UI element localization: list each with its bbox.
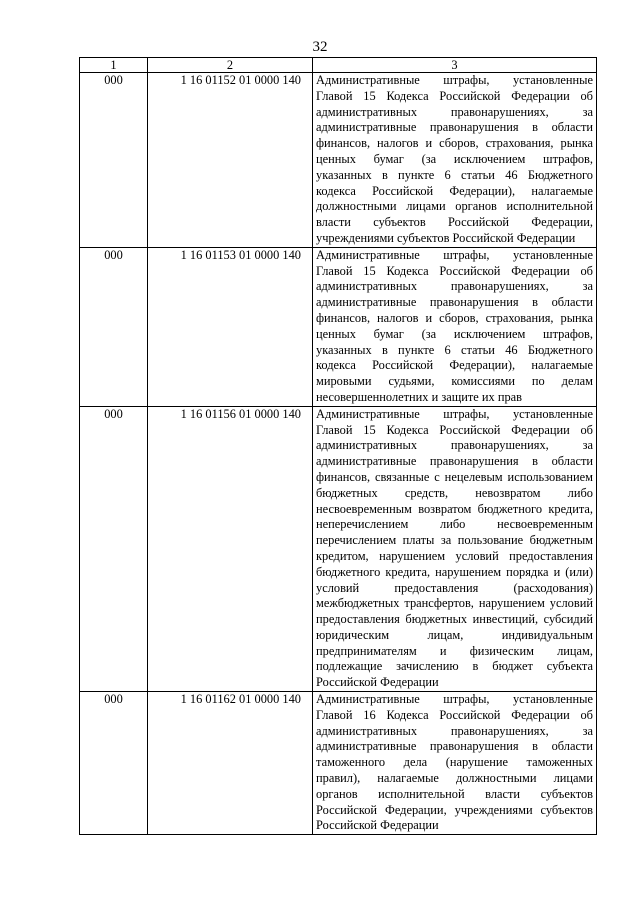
admin-code-cell: 000 <box>80 692 148 835</box>
description-line: Российской Федерации <box>316 818 439 833</box>
description-line: Административные штрафы, установленные <box>316 406 593 421</box>
table-row <box>80 692 597 835</box>
description-line: финансов, налогов и сборов, страхования, рынка <box>316 310 593 325</box>
description-line: Административные штрафы, установленные <box>316 73 593 87</box>
description-line: административные правонарушения в области <box>316 739 593 754</box>
description-line: органов исполнительной власти субъектов <box>316 786 593 801</box>
description-line: должностными лицами органов исполнительной <box>316 199 593 214</box>
description-line: мировыми судьями, комиссиями по делам <box>316 374 593 389</box>
description-line: ценных бумаг (за исключением штрафов, <box>316 326 593 341</box>
revenue-description-cell <box>313 692 597 835</box>
budget-classification-code-cell: 1 16 01152 01 0000 140 <box>148 73 313 248</box>
description-line: подлежащие зачислению в бюджет субъекта <box>316 659 593 674</box>
description-line: кодекса Российской Федерации), налагаемые <box>316 183 593 198</box>
budget-codes-table <box>79 57 597 835</box>
description-line: ценных бумаг (за исключением штрафов, <box>316 151 593 166</box>
description-line: неперечислением либо несвоевременным <box>316 517 593 532</box>
description-line: несвоевременным возвратом бюджетного кредита, <box>316 501 593 516</box>
description-line: Российской Федерации <box>316 675 439 690</box>
table-row <box>80 247 597 406</box>
description-line: юридическим лицам, индивидуальным <box>316 627 593 642</box>
column-header-2: 2 <box>148 58 313 73</box>
description-line: межбюджетных трансфертов, нарушением условий <box>316 596 593 611</box>
description-line: кредитом, нарушением условий предоставления <box>316 548 593 563</box>
table-header-row <box>80 58 597 73</box>
description-line: учреждениями субъектов Российской Федерации <box>316 230 576 245</box>
budget-classification-code-cell: 1 16 01153 01 0000 140 <box>148 247 313 406</box>
description-line: несовершеннолетних и защите их прав <box>316 389 523 404</box>
admin-code-cell: 000 <box>80 73 148 248</box>
description-line: административных правонарушениях, за <box>316 279 593 294</box>
description-line: правил), налагаемые должностными лицами <box>316 771 593 786</box>
description-line: бюджетного кредита, нарушением порядка и (или) <box>316 564 593 579</box>
description-line: финансов, налогов и сборов, страхования, рынка <box>316 136 593 151</box>
description-line: перечислением платы за пользование бюджетным <box>316 533 593 548</box>
description-line: Административные штрафы, установленные <box>316 247 593 262</box>
description-line: бюджетных средств, невозвратом либо <box>316 485 593 500</box>
table-row <box>80 406 597 691</box>
budget-classification-code-cell: 1 16 01156 01 0000 140 <box>148 406 313 691</box>
description-line: Главой 16 Кодекса Российской Федерации об <box>316 707 593 722</box>
description-line: предоставления бюджетных инвестиций, субсидий <box>316 612 593 627</box>
revenue-description-cell <box>313 406 597 691</box>
description-line: Российской Федерации, учреждениями субъектов <box>316 802 593 817</box>
description-line: власти субъектов Российской Федерации, <box>316 215 593 230</box>
description-line: предпринимателям и физическим лицам, <box>316 643 593 658</box>
description-line: Главой 15 Кодекса Российской Федерации об <box>316 88 593 103</box>
description-line: условий предоставления (расходования) <box>316 580 593 595</box>
revenue-description-cell <box>313 73 597 248</box>
admin-code-cell: 000 <box>80 406 148 691</box>
table-row <box>80 73 597 248</box>
description-line: административные правонарушения в области <box>316 120 593 135</box>
description-line: административных правонарушениях, за <box>316 723 593 738</box>
revenue-description-cell <box>313 247 597 406</box>
description-line: кодекса Российской Федерации), налагаемые <box>316 358 593 373</box>
column-header-1: 1 <box>80 58 148 73</box>
description-line: административных правонарушениях, за <box>316 438 593 453</box>
description-line: указанных в пункте 6 статьи 46 Бюджетного <box>316 167 593 182</box>
description-line: административные правонарушения в области <box>316 454 593 469</box>
description-line: указанных в пункте 6 статьи 46 Бюджетного <box>316 342 593 357</box>
description-line: Главой 15 Кодекса Российской Федерации об <box>316 263 593 278</box>
description-line: Административные штрафы, установленные <box>316 692 593 707</box>
description-line: Главой 15 Кодекса Российской Федерации об <box>316 422 593 437</box>
budget-classification-code-cell: 1 16 01162 01 0000 140 <box>148 692 313 835</box>
column-header-3: 3 <box>313 58 597 73</box>
description-line: административные правонарушения в области <box>316 295 593 310</box>
page-number: 32 <box>312 39 328 55</box>
admin-code-cell: 000 <box>80 247 148 406</box>
description-line: административных правонарушениях, за <box>316 104 593 119</box>
description-line: финансов, связанные с нецелевым использованием <box>316 469 593 484</box>
description-line: таможенного дела (нарушение таможенных <box>316 755 593 770</box>
